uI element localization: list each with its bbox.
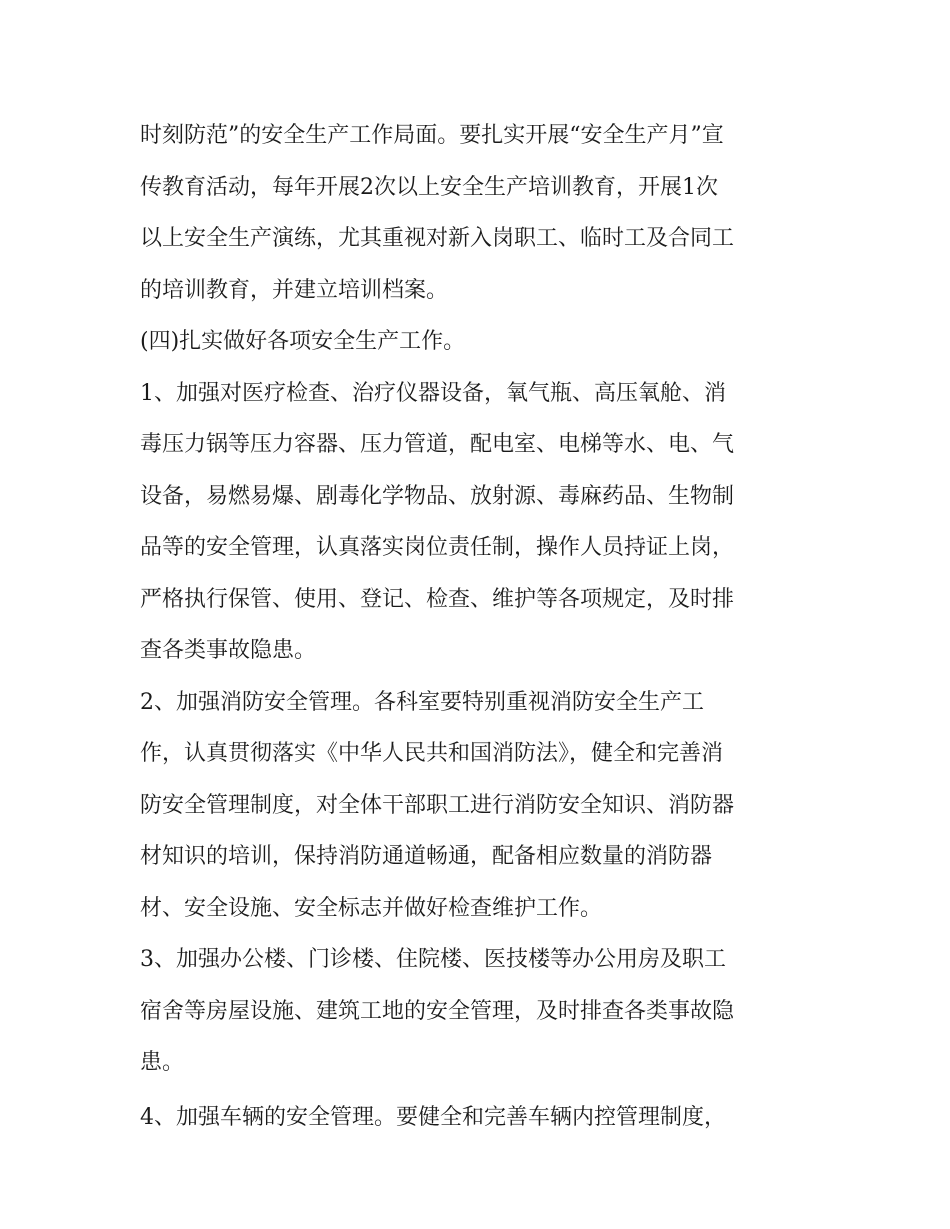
text-line: 传教育活动，每年开展2次以上安全生产培训教育，开展1次 xyxy=(140,174,718,200)
text-line: 3、加强办公楼、门诊楼、住院楼、医技楼等办公用房及职工 xyxy=(140,947,726,972)
text-line: 4、加强车辆的安全管理。要健全和完善车辆内控管理制度， xyxy=(140,1104,726,1130)
text-line: 患。 xyxy=(140,1050,185,1075)
text-line: 材、安全设施、安全标志并做好检查维护工作。 xyxy=(140,895,603,921)
text-line: 严格执行保管、使用、登记、检查、维护等各项规定，及时排 xyxy=(140,586,735,612)
text-line: 宿舍等房屋设施、建筑工地的安全管理，及时排查各类事故隐 xyxy=(140,998,735,1024)
text-line: 的培训教育，并建立培训档案。 xyxy=(140,277,449,303)
text-line: 时刻防范”的安全生产工作局面。要扎实开展“安全生产月”宣 xyxy=(140,123,724,148)
section-heading: (四)扎实做好各项安全生产工作。 xyxy=(140,329,466,354)
text-line: 毒压力锅等压力容器、压力管道，配电室、电梯等水、电、气 xyxy=(140,432,735,457)
text-line: 查各类事故隐患。 xyxy=(140,638,317,663)
text-line: 材知识的培训，保持消防通道畅通，配备相应数量的消防器 xyxy=(140,844,713,869)
text-line: 品等的安全管理，认真落实岗位责任制，操作人员持证上岗， xyxy=(140,535,735,560)
text-line: 作，认真贯彻落实《中华人民共和国消防法》，健全和完善消 xyxy=(140,741,724,766)
text-line: 2、加强消防安全管理。各科室要特别重视消防安全生产工 xyxy=(140,689,704,715)
text-line: 以上安全生产演练，尤其重视对新入岗职工、临时工及合同工 xyxy=(140,226,735,251)
text-line: 防安全管理制度，对全体干部职工进行消防安全知识、消防器 xyxy=(140,792,735,818)
body-text xyxy=(140,110,812,1143)
text-line: 设备，易燃易爆、剧毒化学物品、放射源、毒麻药品、生物制 xyxy=(140,483,735,509)
text-line: 1、加强对医疗检查、治疗仪器设备，氧气瓶、高压氧舱、消 xyxy=(140,380,726,406)
